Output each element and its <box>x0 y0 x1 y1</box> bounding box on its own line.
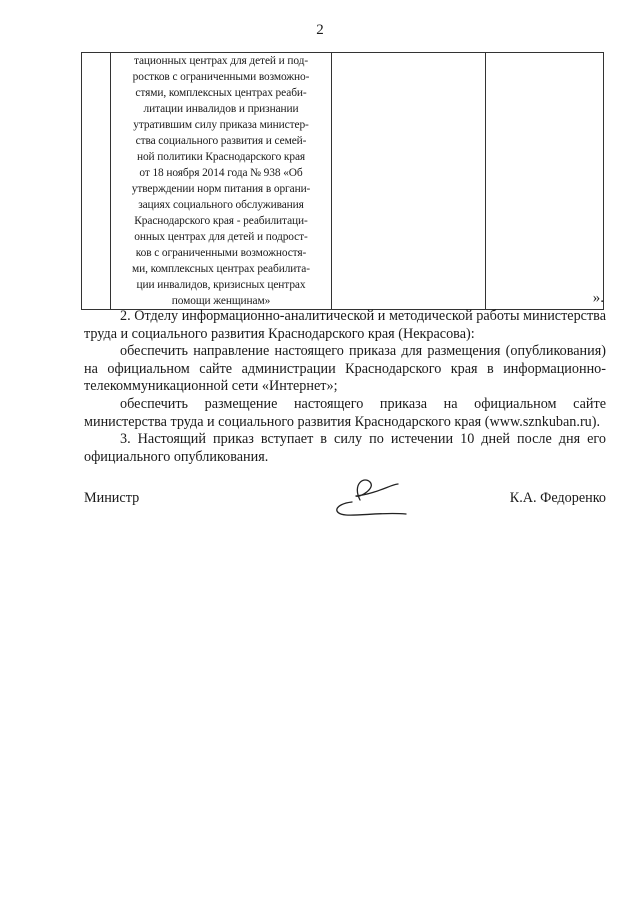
table-cell-line: от 18 ноября 2014 года № 938 «Об <box>139 167 303 179</box>
table-cell-line: стями, комплексных центрах реаби- <box>135 87 307 99</box>
paragraph-publication: обеспечить направление настоящего приказа для размещения (опубликования) на официальном сайте администрации Краснодарского края в информационно-телекоммуникационной сети «Интернет»; <box>84 343 606 395</box>
table-cell-line: тационных центрах для детей и под- <box>133 55 309 67</box>
table-cell-content <box>111 53 331 309</box>
table-cell-line: Краснодарского края - реабилитаци- <box>134 215 308 227</box>
table-cell-number <box>82 53 111 310</box>
table-cell-line: ной политики Краснодарского края <box>136 151 306 163</box>
table-cell-line: ростков с ограниченными возможно- <box>132 71 310 83</box>
closing-quote: ». <box>592 290 604 306</box>
signer-title: Министр <box>84 490 140 506</box>
table-cell-empty <box>486 53 604 310</box>
table-cell-line: ми, комплексных центрах реабилита- <box>132 263 310 275</box>
paragraph-item-2: 2. Отделу информационно-аналитической и методической работы министерства труда и социального развития Краснодарского края (Некрасова): <box>84 308 606 342</box>
handwritten-signature <box>330 474 410 522</box>
page-number: 2 <box>316 22 324 38</box>
order-body <box>84 308 606 466</box>
table-cell-text <box>111 53 332 310</box>
table-cell-line: ков с ограниченными возможностя- <box>135 247 307 259</box>
table-cell-line: утверждении норм питания в органи- <box>131 183 311 195</box>
table-cell-line: ции инвалидов, кризисных центрах <box>136 279 306 291</box>
table-cell-line: онных центрах для детей и подрост- <box>134 231 308 243</box>
table-cell-line: зациях социального обслуживания <box>138 199 304 211</box>
table-cell-line: помощи женщинам» <box>171 295 271 307</box>
table-row <box>82 53 604 310</box>
paragraph-website: обеспечить размещение настоящего приказа на официальном сайте министерства труда и социального развития Краснодарского края (www.sznkuban.ru). <box>84 395 606 430</box>
signature-block <box>84 486 606 526</box>
table-cell-empty <box>332 53 486 310</box>
document-table <box>81 52 604 310</box>
table-cell-line: литации инвалидов и признании <box>143 103 299 115</box>
signer-name: К.А. Федоренко <box>509 490 606 506</box>
table-cell-line: ства социального развития и семей- <box>135 135 307 147</box>
paragraph-item-3: 3. Настоящий приказ вступает в силу по истечении 10 дней после дня его официального опубликования. <box>84 431 606 465</box>
table-cell-line: утратившим силу приказа министер- <box>133 119 309 131</box>
